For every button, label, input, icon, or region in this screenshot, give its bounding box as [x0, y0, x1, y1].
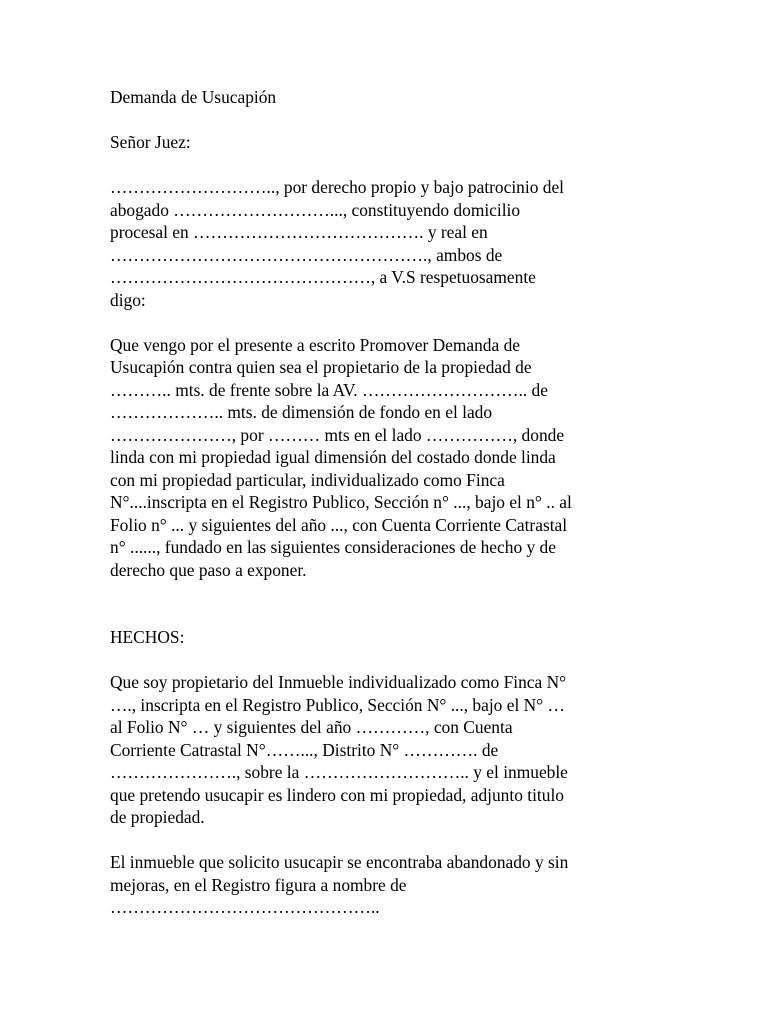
text-line: Folio n° ... y siguientes del año ..., con Cuenta Corriente Catrastal: [110, 514, 568, 535]
text-line: digo:: [110, 289, 146, 310]
text-line: abogado ………………………..., constituyendo domicilio: [110, 199, 521, 220]
document-body: [110, 86, 658, 919]
petition-paragraph: [110, 334, 658, 582]
text-line: de propiedad.: [110, 807, 205, 827]
text-line: procesal en …………………………………. y real en: [110, 222, 488, 242]
facts-paragraph-2: [110, 851, 658, 919]
salutation: Señor Juez:: [110, 132, 191, 152]
paragraph-gap: [110, 154, 658, 177]
text-line: que pretendo usucapir es lindero con mi propiedad, adjunto titulo: [110, 784, 564, 805]
text-line: n° ......, fundado en las siguientes consideraciones de hecho y de: [110, 537, 556, 557]
text-line: derecho que paso a exponer.: [110, 559, 307, 580]
text-line: Corriente Catrastal N°……..., Distrito N° …………. de: [110, 739, 499, 760]
section-gap: [110, 581, 658, 626]
paragraph-gap: [110, 829, 658, 852]
intro-paragraph: [110, 176, 658, 311]
text-line: N°....inscripta en el Registro Publico, Sección n° ..., bajo el n° .. al: [110, 492, 572, 512]
paragraph-gap: [110, 109, 658, 132]
text-line: ……….. mts. de frente sobre la AV. ……………………….. de: [110, 379, 548, 400]
section-heading: HECHOS:: [110, 627, 185, 647]
text-line: ……………………….., por derecho propio y bajo patrocinio del: [110, 177, 564, 197]
text-line: Usucapión contra quien sea el propietario de la propiedad de: [110, 357, 532, 377]
text-line: ……………….. mts. de dimensión de fondo en el lado: [110, 402, 493, 422]
text-line: ………………………………………, a V.S respetuosamente: [110, 267, 536, 287]
paragraph-gap: [110, 649, 658, 672]
document-title: Demanda de Usucapión: [110, 87, 277, 107]
text-line: Que soy propietario del Inmueble individualizado como Finca N°: [110, 672, 567, 692]
text-line: El inmueble que solicito usucapir se encontraba abandonado y sin: [110, 852, 569, 872]
text-line: con mi propiedad particular, individualizado como Finca: [110, 469, 505, 490]
text-line: …., inscripta en el Registro Publico, Sección N° ..., bajo el N° …: [110, 694, 565, 715]
text-line: al Folio N° … y siguientes del año …………, con Cuenta: [110, 717, 513, 737]
text-line: …………………, por ……… mts en el lado ……………, donde: [110, 424, 565, 445]
text-line: linda con mi propiedad igual dimensión del costado donde linda: [110, 447, 556, 467]
text-line: …………………., sobre la ……………………….. y el inmueble: [110, 762, 568, 782]
paragraph-gap: [110, 311, 658, 334]
text-line: ………………………………………………., ambos de: [110, 244, 503, 265]
text-line: Que vengo por el presente a escrito Promover Demanda de: [110, 334, 520, 355]
text-line: mejoras, en el Registro figura a nombre de: [110, 874, 407, 895]
text-line: ………………………………………..: [110, 897, 380, 917]
facts-paragraph-1: [110, 671, 658, 829]
